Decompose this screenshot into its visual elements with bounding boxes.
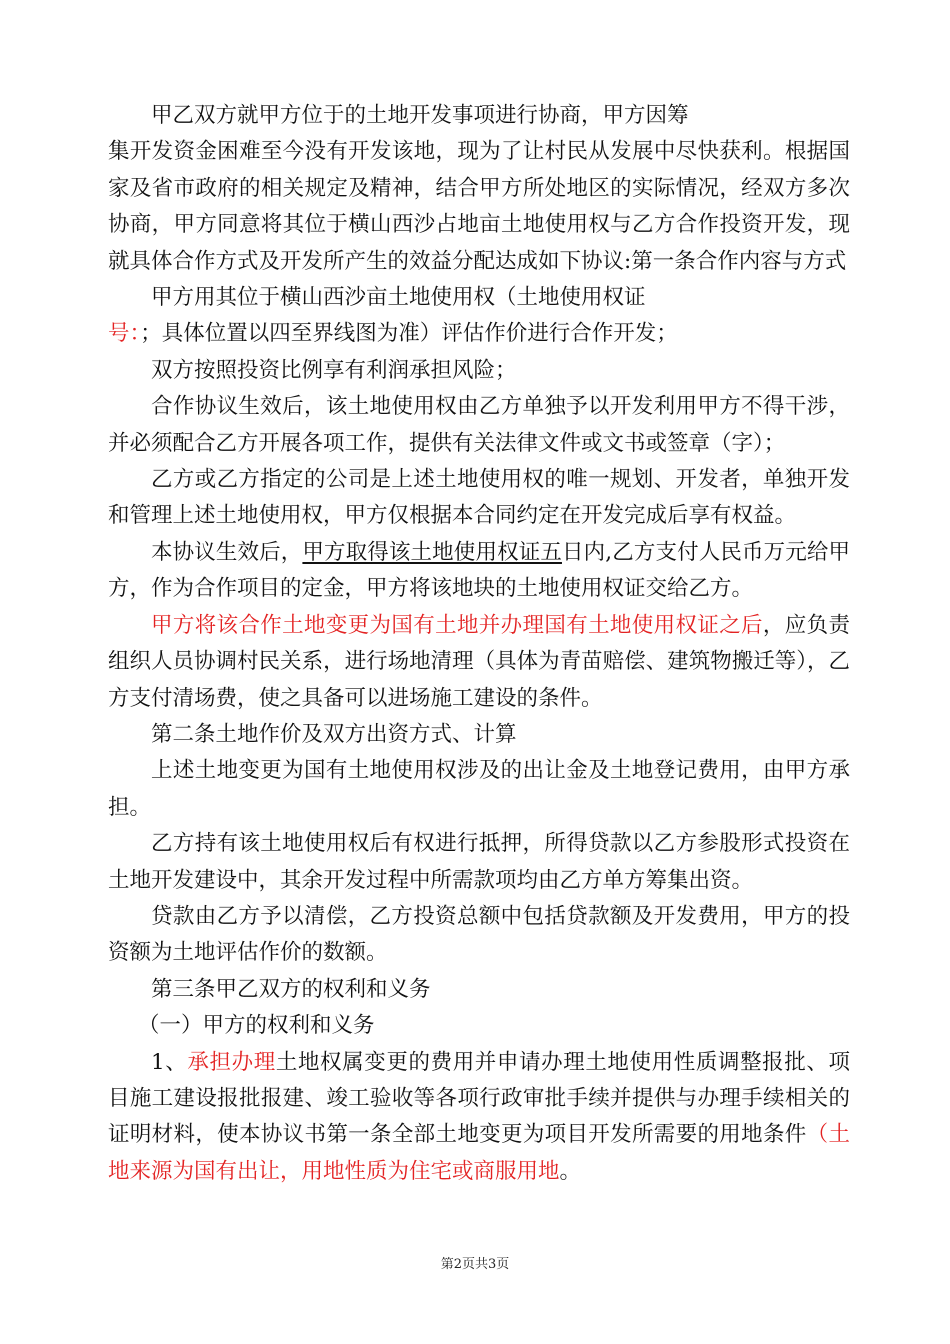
paragraph-intro-line1: [108, 98, 850, 134]
list-number: 1、: [151, 1049, 188, 1075]
heading-party-a-rights: [108, 1008, 850, 1044]
document-body: [108, 98, 850, 1190]
paragraph-transfer-fees: [108, 753, 850, 826]
text-run: 乙方或乙方指定的公司是上述土地使用权的唯一规划、开发者，单独开发和管理上述土地使用权，甲方仅根据本合同约定在开发完成后享有权益。: [108, 467, 850, 529]
heading-article-3: [108, 972, 850, 1008]
paragraph-intro: [108, 134, 850, 280]
paragraph-loan-repayment: [108, 899, 850, 972]
page-number: 第2页共3页: [440, 1257, 510, 1272]
paragraph-land-use: [108, 316, 850, 352]
text-run: 合作协议生效后，该土地使用权由乙方单独予以开发利用甲方不得干涉，并必须配合乙方开展各项工作，提供有关法律文件或文书或签章（字）；: [108, 394, 850, 456]
highlight-text: 承担办理: [187, 1049, 276, 1075]
text-run: 甲方用其位于横山西沙亩土地使用权（土地使用权证: [151, 285, 646, 311]
text-run: 上述土地变更为国有土地使用权涉及的出让金及土地登记费用，由甲方承担。: [108, 758, 850, 820]
paragraph-profit-sharing: [108, 353, 850, 389]
text-run: 土地权属变更的费用并申请办理土地使用性质调整报批、项目施工建设报批报建、竣工验收等各项行政审批手续并提供与办理手续相关的证明材料，使本协议书第一条全部土地变更为项目开发所需要的用地条件: [108, 1049, 850, 1148]
text-run: （一）甲方的权利和义务: [138, 1013, 375, 1039]
text-run: ；具体位置以四至界线图为准）评估作价进行合作开发；: [140, 321, 678, 347]
text-run: 集开发资金困难至今没有开发该地，现为了让村民从发展中尽快获利。根据国家及省市政府的相关规定及精神，结合甲方所处地区的实际情况，经双方多次协商，甲方同意将其位于横山西沙占地亩土地使用权与乙方合作投资开发，现就具体合作方式及开发所产生的效益分配达成如下协议:第一条合作内容与方式: [108, 139, 850, 274]
paragraph-land-use-line1: [108, 280, 850, 316]
highlight-text: 号：: [108, 321, 141, 347]
text-run: ，应负责组织人员协调村民关系，进行场地清理（具体为青苗赔偿、建筑物搬迁等），乙方支付清场费，使之具备可以进场施工建设的条件。: [108, 612, 850, 711]
paragraph-item-1: [108, 1045, 850, 1191]
text-run: 双方按照投资比例享有利润承担风险；: [151, 357, 517, 383]
highlight-text: （土地来源为国有出让，用地性质为住宅或商服用地: [108, 1122, 850, 1184]
heading-article-2: [108, 717, 850, 753]
paragraph-site-clearance: [108, 608, 850, 717]
text-run: 第三条甲乙双方的权利和义务: [151, 976, 431, 1002]
paragraph-mortgage: [108, 826, 850, 899]
page-footer: [0, 1253, 950, 1272]
paragraph-exclusive-development: [108, 389, 850, 462]
text-run: 本协议生效后，: [151, 539, 303, 565]
paragraph-deposit: [108, 535, 850, 608]
underlined-text: 甲方取得该土地使用权证五: [302, 539, 562, 565]
text-run: 第二条土地作价及双方出资方式、计算: [151, 721, 517, 747]
text-run: 甲乙双方就甲方位于的土地开发事项进行协商，甲方因筹: [151, 103, 689, 128]
text-run: 日内,乙方支付人民币万元给甲方，作为合作项目的定金，甲方将该地块的土地使用权证交给乙方。: [108, 539, 850, 602]
paragraph-developer-rights: [108, 462, 850, 535]
text-run: 乙方持有该土地使用权后有权进行抵押，所得贷款以乙方参股形式投资在土地开发建设中，其余开发过程中所需款项均由乙方单方筹集出资。: [108, 831, 850, 893]
text-run: 贷款由乙方予以清偿，乙方投资总额中包括贷款额及开发费用，甲方的投资额为土地评估作价的数额。: [108, 903, 850, 966]
highlight-text: 甲方将该合作土地变更为国有土地并办理国有土地使用权证之后: [151, 612, 763, 638]
text-run: 。: [559, 1158, 582, 1184]
